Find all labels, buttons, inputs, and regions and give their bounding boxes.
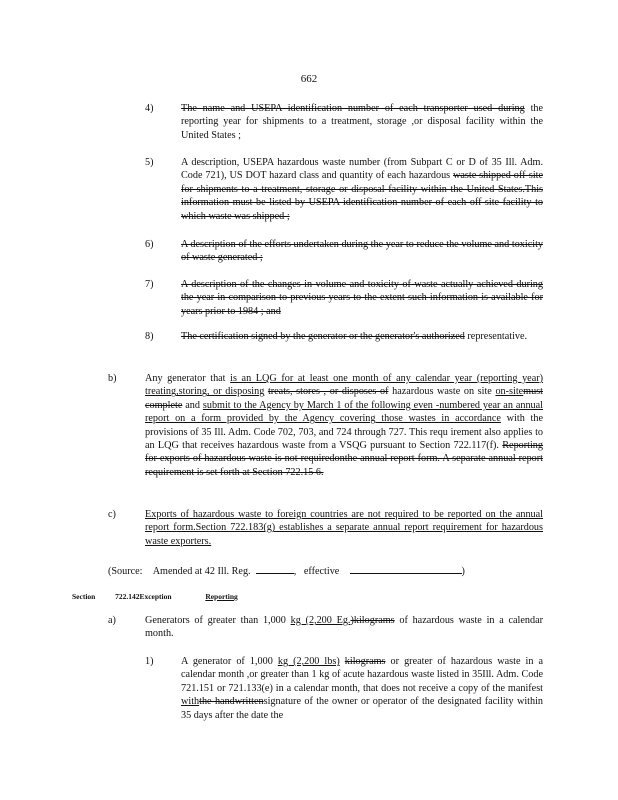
item-5-body: A description, USEPA hazardous waste number (from Subpart C or D of 35 Ill. Adm. Code 721), US DOT hazard class and quantity of each hazardous — [181, 157, 543, 182]
item-5-text — [181, 156, 543, 223]
section-title: Reporting — [205, 592, 238, 601]
section-label: Section — [72, 592, 96, 601]
para-b-inserted-2: on-site — [495, 386, 524, 398]
item-6-label: 6) — [145, 239, 154, 250]
source-effective: effective — [303, 566, 340, 577]
item-4-body: the reporting year for shipments to a treatment, storage ,or disposal facility within the United States ; — [181, 103, 544, 141]
item-8-struck-text: The certification signed by the generator or the generator's authorized — [181, 331, 465, 342]
page-number: 662 — [300, 73, 318, 85]
item-1-struck-2: the handwritten — [199, 696, 264, 708]
para-a-text-2: of hazardous waste in a calendar month. — [145, 615, 543, 640]
effective-date-blank — [350, 563, 462, 574]
para-b-text-3: and — [182, 399, 203, 411]
para-a-text-1: Generators of greater than 1,000 — [145, 615, 291, 626]
item-5-struck-text: waste shipped off-site for shipments to a treatment, storage or disposal facility within the United States.This information must be listed by USEPA identification number of each off-site facility to which waste was shipped ; — [181, 170, 543, 222]
para-b-struck-1: treats, stores , or disposes of — [267, 386, 389, 398]
para-c-label: c) — [108, 509, 116, 520]
source-label: (Source: — [108, 566, 143, 577]
item-4-label: 4) — [145, 103, 154, 114]
item-6-struck-text: A description of the efforts undertaken during the year to reduce the volume and toxicity of waste generated ; — [181, 239, 543, 264]
item-1-text-1: A generator of 1,000 — [181, 656, 278, 667]
item-1-text-2: or greater of hazardous waste in a calendar month ,or greater than 1 kg of acute hazardous waste listed in 35Ill. Adm. Code 721.151 or 721.133(e) in a calendar month, that does not receive a copy of the manifest — [181, 656, 543, 694]
para-b-inserted-3: submit to the Agency by March 1 of the following even -numbered year an annual report on a form provided by the Agency covering those wastes in accordance — [145, 399, 543, 425]
para-b-text-2: hazardous waste on site — [388, 386, 496, 398]
item-8-body: representative. — [467, 331, 528, 342]
item-5-label: 5) — [145, 157, 154, 168]
item-1-text-3: signature of the owner or operator of the designated facility within 35 days after the date the — [181, 696, 544, 721]
source-comma: , — [293, 566, 297, 577]
item-1-inserted-2: with — [181, 696, 200, 708]
item-7-text — [181, 278, 543, 318]
item-7-label: 7) — [145, 279, 154, 290]
item-4-text — [181, 102, 543, 142]
item-1-text — [181, 655, 543, 722]
section-heading — [72, 590, 238, 603]
item-1-label: 1) — [145, 656, 154, 667]
para-a-label: a) — [108, 615, 116, 626]
source-text: Amended at 42 Ill. Reg. — [152, 566, 251, 577]
para-b-struck-2: must complete — [145, 386, 543, 411]
para-a-inserted: kg (2,200 Eg. — [290, 615, 351, 626]
para-a-struck: )kilograms — [350, 615, 395, 626]
para-b-inserted-1: is an LQG for at least one month of any calendar year (reporting year) treating,storing, or disposing — [145, 373, 543, 398]
item-8-label: 8) — [145, 331, 154, 342]
item-1-struck-1: kilograms — [344, 656, 386, 667]
item-4-struck-text: The name and USEPA identification number of each transporter used during — [181, 103, 525, 114]
item-7-struck-text: A description of the changes in volume and toxicity of waste actually achieved during the year in comparison to previous years to the extent such information is available for years prior to 1984 ; and — [181, 279, 543, 317]
para-c-text — [145, 508, 543, 548]
para-b-text — [145, 372, 543, 479]
source-close: ) — [461, 566, 465, 577]
register-page-blank — [256, 563, 294, 574]
para-b-struck-3: Reporting for exports of hazardous waste is not requiredonthe annual report form. A separate annual report requirement is set forth at Section 722.15 6. — [145, 440, 543, 478]
para-c-inserted: Exports of hazardous waste to foreign countries are not required to be reported on the annual report form.Section 722.183(g) establishes a separate annual report requirement for hazardous waste exporters. — [145, 509, 543, 547]
item-8-text — [181, 330, 543, 343]
item-1-inserted-1: kg (2,200 lbs) — [277, 656, 340, 667]
item-6-text — [181, 238, 543, 265]
source-note — [108, 563, 548, 578]
section-number: 722.142Exception — [115, 592, 172, 601]
para-b-text-4: with the provisions of 35 Ill. Adm. Code 702, 703, and 724 through 727. This requ irement also applies to an LQG that receives hazardous waste from a VSQG pursuant to Section 722.117(f). — [145, 413, 543, 452]
para-b-label: b) — [108, 373, 117, 384]
para-a-text — [145, 614, 543, 641]
para-b-text-1: Any generator that — [145, 373, 231, 384]
